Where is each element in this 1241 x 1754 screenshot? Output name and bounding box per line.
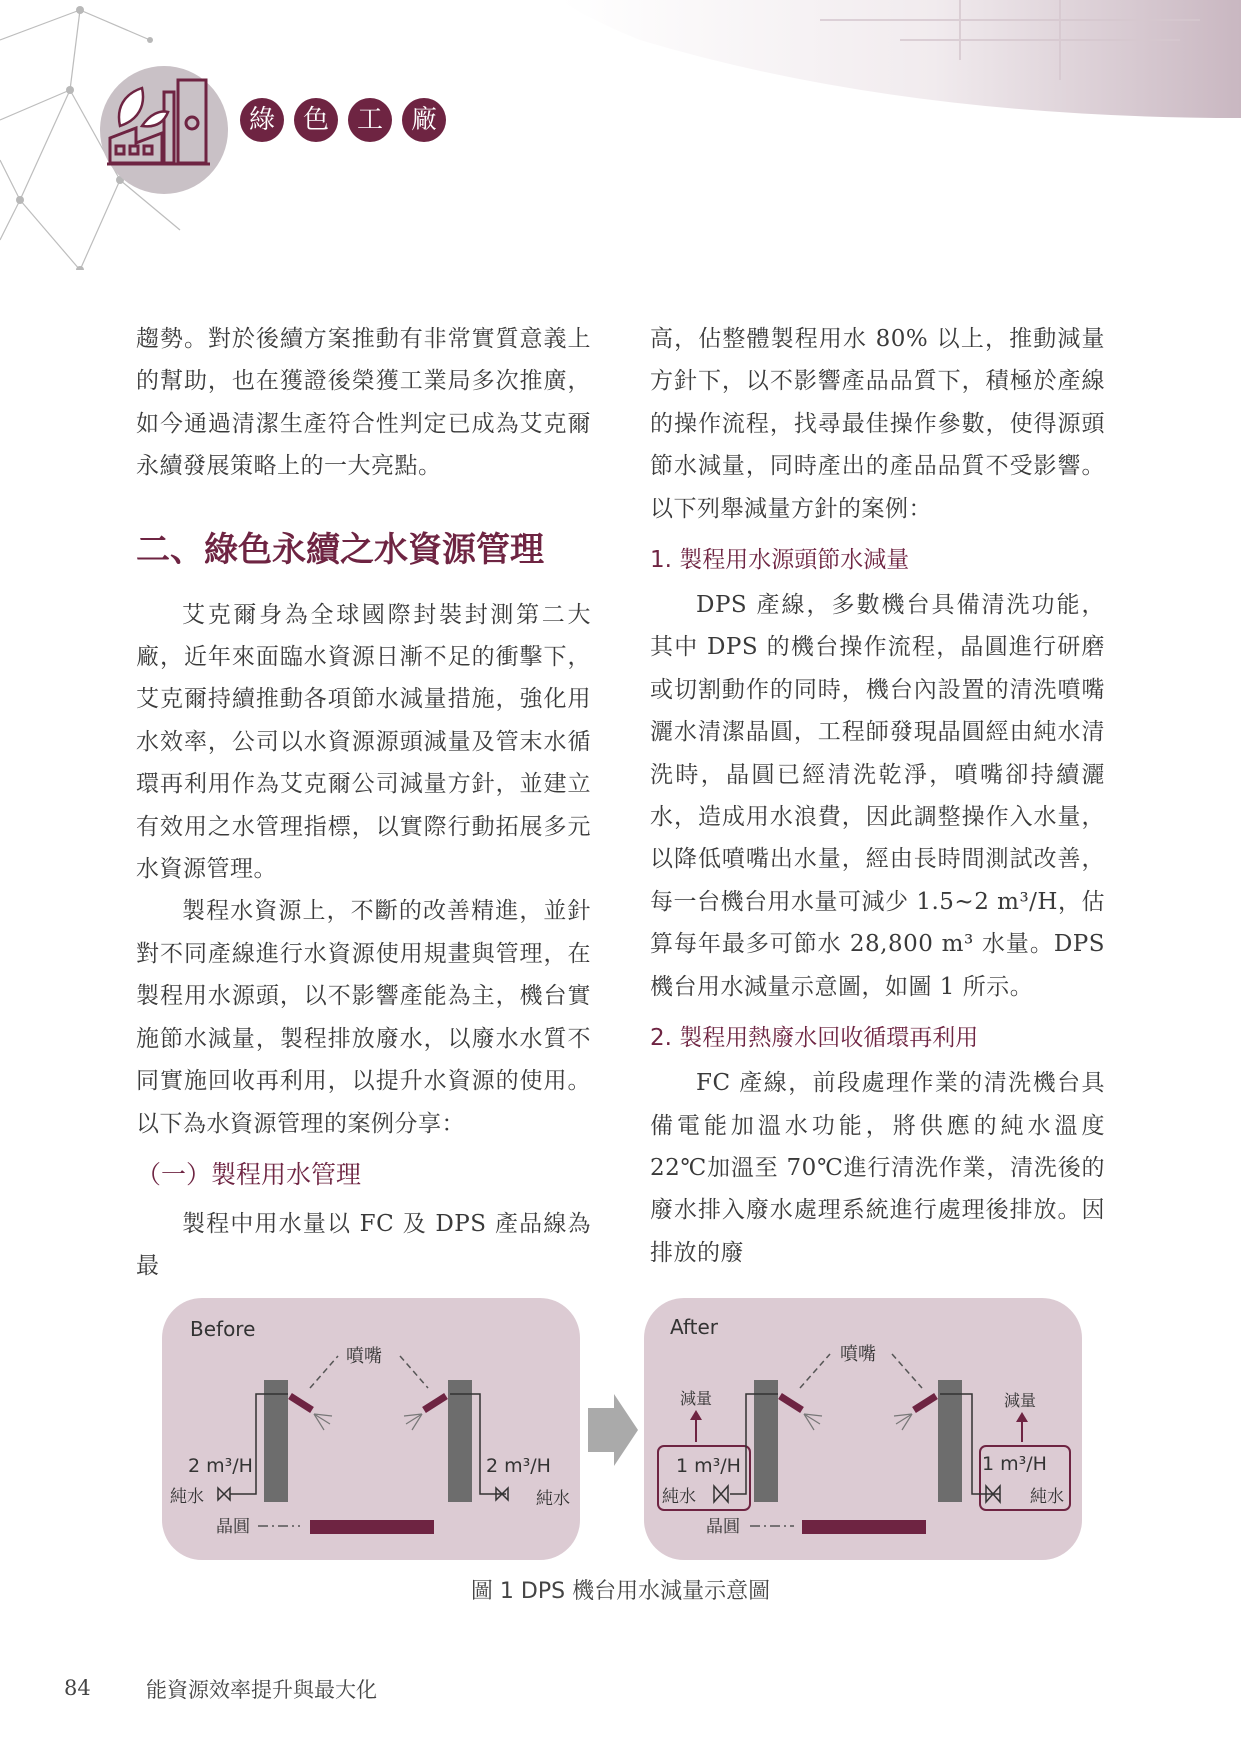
dps-water-reduction-figure — [160, 1296, 1084, 1564]
title-chip: 廠 — [402, 98, 446, 142]
title-chip: 色 — [294, 98, 338, 142]
reduce-label: 減量 — [680, 1389, 713, 1408]
title-chip: 綠 — [240, 98, 284, 142]
paragraph: 製程中用水量以 FC 及 DPS 產品線為最 — [136, 1210, 591, 1280]
page-number: 84 — [64, 1676, 91, 1700]
subsection-heading: （一）製程用水管理 — [136, 1159, 362, 1189]
title-chip: 工 — [348, 98, 392, 142]
paragraph: 趨勢。對於後續方案推動有非常實質意義上的幫助，也在獲證後榮獲工業局多次推廣，如今通過清潔生產符合性判定已成為艾克爾永續發展策略上的一大亮點。 — [136, 326, 591, 480]
machine-column — [754, 1380, 778, 1502]
paragraph: 高，佔整體製程用水 80% 以上，推動減量方針下，以不影響產品品質下，積極於產線的操作流程，找尋最佳操作參數，使得源頭節水減量，同時產出的產品品質不受影響。以下列舉減量方針的案例： — [650, 326, 1105, 522]
before-after-arrow — [588, 1394, 638, 1466]
pure-water-label: 純水 — [170, 1487, 204, 1507]
flow-rate: 2 m³/H — [188, 1455, 253, 1477]
left-column — [136, 318, 591, 1288]
pure-water-label: 純水 — [1030, 1487, 1064, 1507]
right-column — [650, 318, 1105, 1274]
flow-rate: 1 m³/H — [676, 1455, 741, 1477]
section-heading: 二、綠色永續之水資源管理 — [136, 529, 544, 570]
machine-column — [448, 1380, 472, 1502]
wafer — [310, 1520, 434, 1534]
pure-water-label: 純水 — [536, 1489, 570, 1509]
after-label: After — [670, 1315, 719, 1339]
chapter-title — [240, 98, 446, 142]
pure-water-label: 純水 — [662, 1487, 696, 1507]
paragraph: FC 產線，前段處理作業的清洗機台具備電能加溫水功能，將供應的純水溫度 22℃加溫至 70℃進行清洗作業，清洗後的廢水排入廢水處理系統進行處理後排放。因排放的廢 — [650, 1070, 1105, 1266]
figure-caption: 圖 1 DPS 機台用水減量示意圖 — [470, 1579, 771, 1604]
reduce-label: 減量 — [1004, 1391, 1037, 1410]
wafer-label: 晶圓 — [216, 1517, 250, 1537]
case-heading: 1. 製程用水源頭節水減量 — [650, 547, 910, 574]
paragraph: 製程水資源上，不斷的改善精進，並針對不同產線進行水資源使用規畫與管理，在製程用水源頭，以不影響產能為主，機台實施節水減量，製程排放廢水，以廢水水質不同實施回收再利用，以提升水資源的使用。以下為水資源管理的案例分享： — [136, 898, 591, 1137]
flow-rate: 2 m³/H — [486, 1455, 551, 1477]
paragraph: DPS 產線，多數機台具備清洗功能，其中 DPS 的機台操作流程，晶圓進行研磨或切割動作的同時，機台內設置的清洗噴嘴灑水清潔晶圓，工程師發現晶圓經由純水清洗時，晶圓已經清洗乾淨，噴嘴卻持續灑水，造成用水浪費，因此調整操作入水量，以降低噴嘴出水量，經由長時間測試改善，每一台機台用水量可減少 1.5~2 m³/H，估算每年最多可節水 28,800 m³ 水量。DPS 機台用水減量示意圖，如圖 1 所示。 — [650, 592, 1105, 1000]
nozzle-label: 噴嘴 — [840, 1344, 876, 1365]
flow-rate: 1 m³/H — [982, 1453, 1047, 1475]
wafer-label: 晶圓 — [706, 1517, 740, 1537]
book-title: 能資源效率提升與最大化 — [146, 1678, 377, 1702]
machine-column — [938, 1380, 962, 1502]
paragraph: 艾克爾身為全球國際封裝封測第二大廠，近年來面臨水資源日漸不足的衝擊下，艾克爾持續推動各項節水減量措施，強化用水效率，公司以水資源源頭減量及管末水循環再利用作為艾克爾公司減量方針，並建立有效用之水管理指標，以實際行動拓展多元水資源管理。 — [136, 601, 591, 883]
before-label: Before — [190, 1317, 256, 1341]
green-factory-icon — [106, 68, 216, 178]
wafer — [802, 1520, 926, 1534]
nozzle-label: 噴嘴 — [346, 1346, 382, 1367]
machine-column — [264, 1380, 288, 1502]
case-heading: 2. 製程用熱廢水回收循環再利用 — [650, 1025, 979, 1052]
